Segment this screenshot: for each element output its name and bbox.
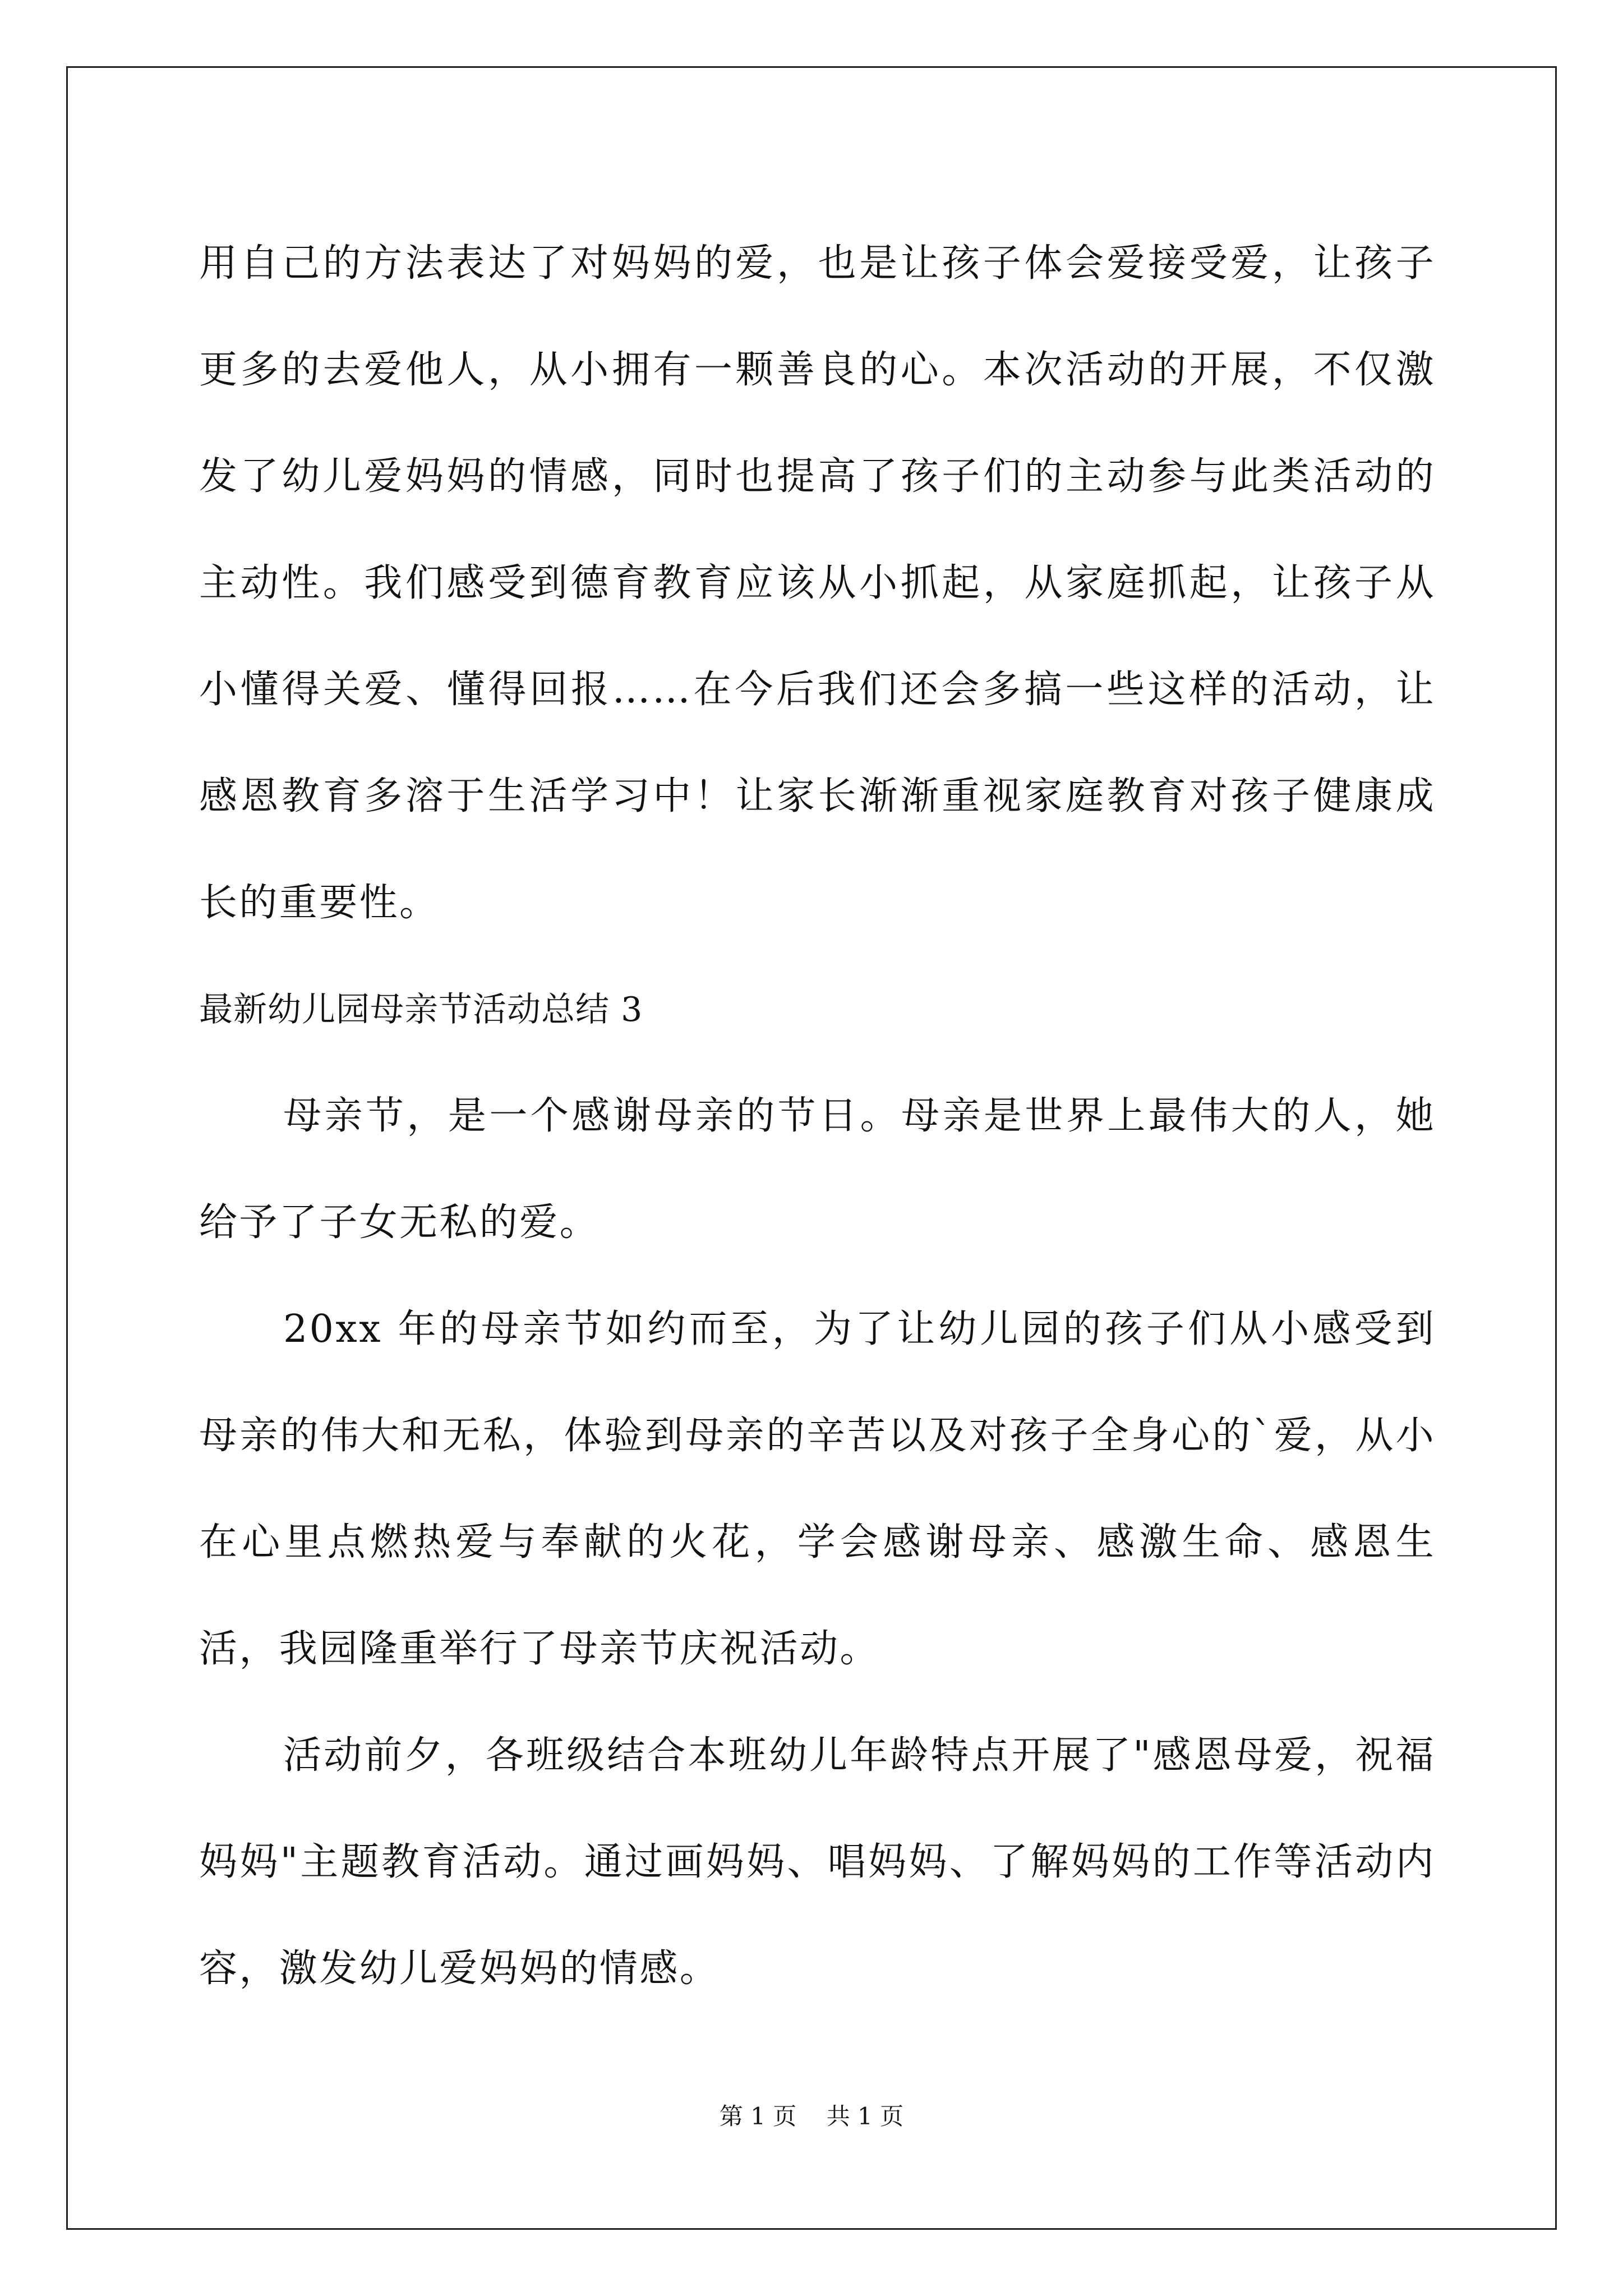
- document-body: [199, 210, 1436, 2022]
- paragraph-intro: 母亲节，是一个感谢母亲的节日。母亲是世界上最伟大的人，她给予了子女无私的爱。: [199, 1094, 1436, 1245]
- paragraph-continuation: 用自己的方法表达了对妈妈的爱，也是让孩子体会爱接受爱，让孩子更多的去爱他人，从小拥有一颗善良的心。本次活动的开展，不仅激发了幼儿爱妈妈的情感，同时也提高了孩子们的主动参与此类活动的主动性。我们感受到德育教育应该从小抓起，从家庭抓起，让孩子从小懂得关爱、懂得回报……在今后我们还会多搞一些这样的活动，让感恩教育多溶于生活学习中！让家长渐渐重视家庭教育对孩子健康成长的重要性。: [199, 241, 1436, 925]
- paragraph-event: 20xx 年的母亲节如约而至，为了让幼儿园的孩子们从小感受到母亲的伟大和无私，体验到母亲的辛苦以及对孩子全身心的`爱，从小在心里点燃热爱与奉献的火花，学会感谢母亲、感激生命、感恩生活，我园隆重举行了母亲节庆祝活动。: [199, 1307, 1436, 1671]
- page-number: 第 1 页 共 1 页: [719, 2102, 904, 2130]
- section-heading: 最新幼儿园母亲节活动总结 3: [199, 990, 643, 1029]
- paragraph-activities: 活动前夕，各班级结合本班幼儿年龄特点开展了"感恩母爱，祝福妈妈"主题教育活动。通过画妈妈、唱妈妈、了解妈妈的工作等活动内容，激发幼儿爱妈妈的情感。: [199, 1733, 1436, 1991]
